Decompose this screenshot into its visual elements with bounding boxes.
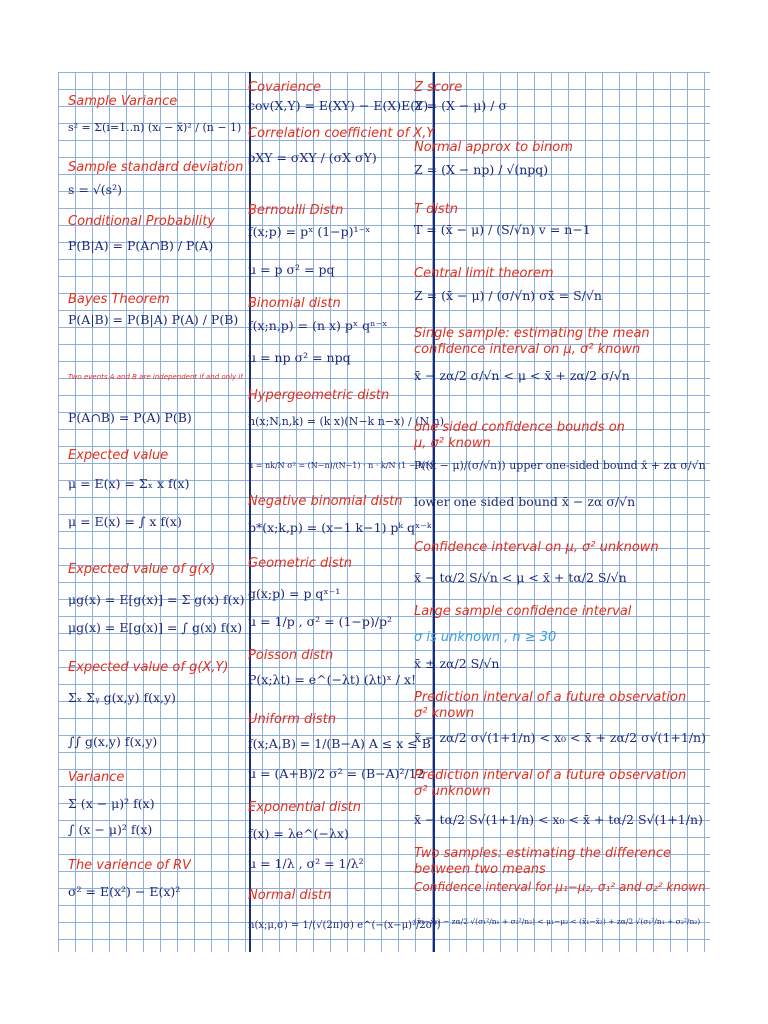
col1-heading-8: Two events A and B are independent if and only if xyxy=(68,373,243,381)
col1-formula-14: μg(x) = E[g(x)] = Σ g(x) f(x) xyxy=(68,592,244,607)
col2-formula-8: f(x;n,p) = (n x) pˣ qⁿ⁻ˣ xyxy=(248,318,388,333)
col3-heading-6: Central limit theorem xyxy=(414,266,554,281)
col1-formula-5: P(B|A) = P(A∩B) / P(A) xyxy=(68,238,214,253)
col2-heading-2: Correlation coefficient of X,Y xyxy=(248,126,435,141)
col3-heading-15: Confidence interval on μ, σ² unknown xyxy=(414,540,659,555)
col3-formula-7: Z = (x̄ − μ) / (σ/√n) σx̄ = S/√n xyxy=(414,288,602,303)
col2-formula-12: μ = nk/N σ² = (N−n)/(N−1) · n · k/N (1 − k/N) xyxy=(248,461,436,470)
col2-formula-14: b*(x;k,p) = (x−1 k−1) pᵏ qˣ⁻ᵏ xyxy=(248,520,432,535)
col3-heading-4: T distn xyxy=(414,202,459,217)
col1-formula-17: Σₓ Σᵧ g(x,y) f(x,y) xyxy=(68,690,176,705)
col2-heading-7: Binomial distn xyxy=(248,296,341,311)
col2-heading-23: Exponential distn xyxy=(248,800,361,815)
col1-heading-6: Bayes Theorem xyxy=(68,292,170,307)
col3-heading-24: σ² unknown xyxy=(414,784,491,799)
col2-formula-3: ρXY = σXY / (σX σY) xyxy=(248,150,377,165)
col2-heading-4: Bernoulli Distn xyxy=(248,203,344,218)
col3-formula-19: x̄ ± zα/2 S/√n xyxy=(414,656,500,671)
col3-formula-13: P((x̄ − μ)/(σ/√n)) upper one-sided bound x̄ + zα σ/√n xyxy=(414,459,706,472)
col1-heading-0: Sample Variance xyxy=(68,94,178,109)
col2-formula-5: f(x;p) = pˣ (1−p)¹⁻ˣ xyxy=(248,224,371,239)
col2-formula-21: f(x;A,B) = 1/(B−A) A ≤ x ≤ B xyxy=(248,736,431,751)
col3-heading-12: μ, σ² known xyxy=(414,436,491,451)
col3-formula-16: x̄ − tα/2 S/√n < μ < x̄ + tα/2 S/√n xyxy=(414,570,627,585)
col3-note-18: σ is unknown , n ≥ 30 xyxy=(414,630,557,645)
col2-formula-25: μ = 1/λ , σ² = 1/λ² xyxy=(248,856,364,871)
col2-formula-17: μ = 1/p , σ² = (1−p)/p² xyxy=(248,614,393,629)
col3-heading-23: Prediction interval of a future observation xyxy=(414,768,687,783)
col3-heading-26: Two samples: estimating the difference xyxy=(414,846,672,861)
col2-heading-26: Normal distn xyxy=(248,888,332,903)
col3-heading-8: Single sample: estimating the mean xyxy=(414,326,650,341)
col3-formula-3: Z = (X − np) / √(npq) xyxy=(414,162,549,177)
col1-formula-11: μ = E(x) = Σₓ x f(x) xyxy=(68,476,190,491)
col1-formula-15: μg(x) = E[g(x)] = ∫ g(x) f(x) xyxy=(68,620,243,635)
col1-formula-3: s = √(s²) xyxy=(68,182,122,197)
col1-heading-4: Conditional Probability xyxy=(68,214,215,229)
col2-heading-10: Hypergeometric distn xyxy=(248,388,390,403)
col3-formula-10: x̄ − zα/2 σ/√n < μ < x̄ + zα/2 σ/√n xyxy=(414,368,630,383)
col2-formula-16: g(x;p) = p qˣ⁻¹ xyxy=(248,586,341,601)
col3-formula-1: Z = (X − μ) / σ xyxy=(414,98,507,113)
col2-formula-24: f(x) = λe^(−λx) xyxy=(248,826,349,841)
col3-formula-25: x̄ − tα/2 S√(1+1/n) < x₀ < x̄ + tα/2 S√(1+1/n) xyxy=(414,812,703,827)
col2-formula-19: P(x;λt) = e^(−λt) (λt)ˣ / x! xyxy=(248,672,417,687)
col3-formula-14: lower one sided bound x̄ − zα σ/√n xyxy=(414,494,636,509)
col2-formula-1: cov(X,Y) = E(XY) − E(X)E(Y) xyxy=(248,98,429,113)
col3-heading-2: Normal approx to binom xyxy=(414,140,573,155)
col3-heading-17: Large sample confidence interval xyxy=(414,604,632,619)
col1-formula-1: s² = Σ(i=1..n) (xᵢ − x̄)² / (n − 1) xyxy=(68,121,242,134)
col1-formula-18: ∫∫ g(x,y) f(x,y) xyxy=(68,734,158,749)
col1-heading-13: Expected value of g(x) xyxy=(68,562,216,577)
col1-formula-21: ∫ (x − μ)² f(x) xyxy=(68,822,153,837)
col2-formula-27: n(x;μ,σ) = 1/(√(2π)σ) e^(−(x−μ)²/2σ²) xyxy=(248,920,441,931)
col2-formula-9: μ = np σ² = npq xyxy=(248,350,351,365)
col2-formula-6: μ = p σ² = pq xyxy=(248,262,335,277)
col2-formula-11: h(x;N,n,k) = (k x)(N−k n−x) / (N n) xyxy=(248,415,444,428)
col1-heading-16: Expected value of g(X,Y) xyxy=(68,660,229,675)
col3-heading-9: confidence interval on μ, σ² known xyxy=(414,342,641,357)
col1-formula-12: μ = E(x) = ∫ x f(x) xyxy=(68,514,182,529)
col2-heading-18: Poisson distn xyxy=(248,648,334,663)
col3-formula-22: x̄ − zα/2 σ√(1+1/n) < x₀ < x̄ + zα/2 σ√(1+1/n) xyxy=(414,730,706,745)
col1-heading-22: The varience of RV xyxy=(68,858,192,873)
col3-heading-11: one sided confidence bounds on xyxy=(414,420,625,435)
col2-heading-20: Uniform distn xyxy=(248,712,337,727)
col1-heading-10: Expected value xyxy=(68,448,169,463)
col1-formula-9: P(A∩B) = P(A) P(B) xyxy=(68,410,192,425)
col2-formula-22: μ = (A+B)/2 σ² = (B−A)²/12 xyxy=(248,766,425,781)
col3-heading-27: between two means xyxy=(414,862,546,877)
col1-formula-23: σ² = E(x²) − E(x)² xyxy=(68,884,181,899)
col3-formula-5: T = (x̄ − μ) / (S/√n) v = n−1 xyxy=(414,222,591,237)
col1-formula-20: Σ (x − μ)² f(x) xyxy=(68,796,155,811)
col3-formula-29: (x̄₁−x̄₂) − zα/2 √(σ₁²/n₁ + σ₂²/n₂) < μ₁−μ₂ < (x̄₁−x̄₂) + zα/2 √(σ₁²/n₁ + σ₂²/n₂) xyxy=(414,917,701,926)
col3-heading-20: Prediction interval of a future observation xyxy=(414,690,687,705)
col2-heading-13: Negative binomial distn xyxy=(248,494,403,509)
col1-heading-2: Sample standard deviation xyxy=(68,160,244,175)
col1-heading-19: Variance xyxy=(68,770,125,785)
col2-heading-15: Geometric distn xyxy=(248,556,352,571)
col1-formula-7: P(A|B) = P(B|A) P(A) / P(B) xyxy=(68,312,239,327)
col3-heading-0: Z score xyxy=(414,80,463,95)
col3-heading-21: σ² known xyxy=(414,706,475,721)
col3-heading-28: Confidence interval for μ₁−μ₂, σ₁² and σ₂² known xyxy=(414,880,706,894)
col2-heading-0: Covarience xyxy=(248,80,322,95)
